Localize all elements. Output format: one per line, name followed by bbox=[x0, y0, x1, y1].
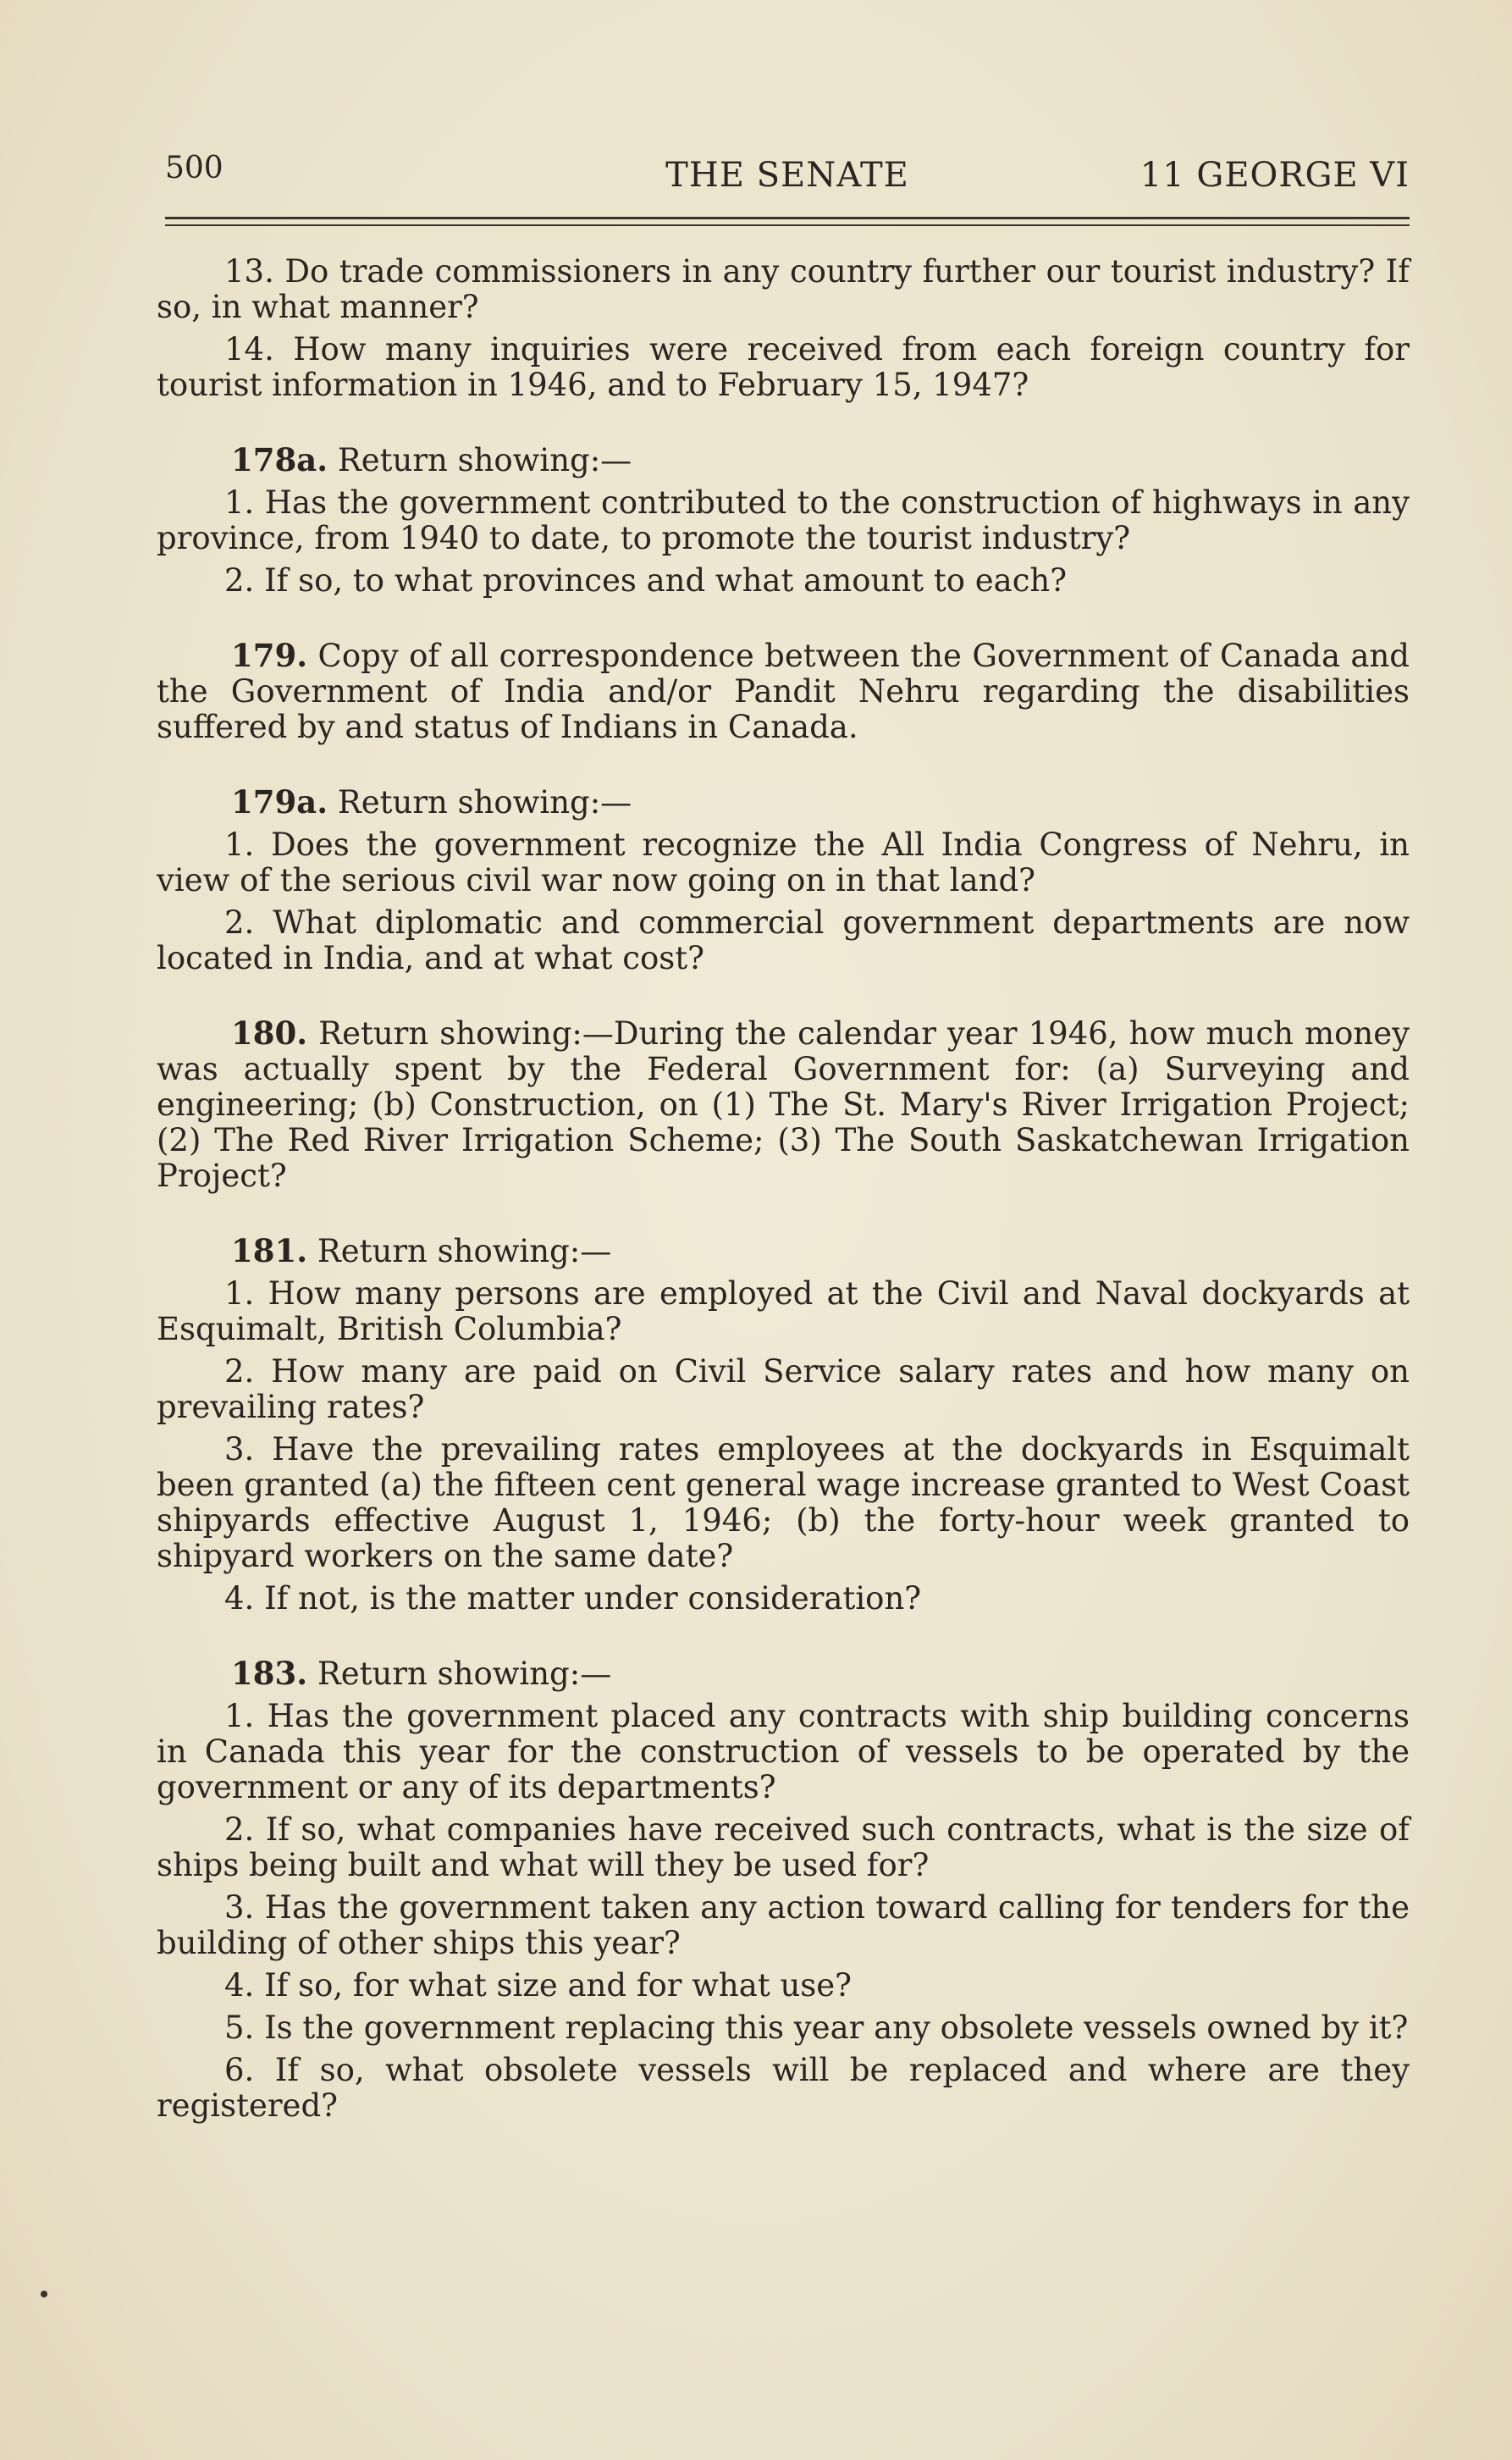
section-179a-heading bbox=[157, 784, 1410, 821]
section-text: Return showing:— bbox=[337, 442, 632, 478]
section-number: 180. bbox=[231, 1014, 308, 1052]
s178a-question-1: 1. Has the government contributed to the construction of highways in any province, from 1940 to date, to promote the tourist industry? bbox=[157, 484, 1410, 556]
section-183-heading bbox=[157, 1656, 1410, 1692]
header-rule-top bbox=[165, 217, 1410, 219]
s183-question-1: 1. Has the government placed any contracts with ship building concerns in Canada this year for the construction of vessels to be operated by the government or any of its departments? bbox=[157, 1698, 1410, 1805]
s181-question-4: 4. If not, is the matter under consideration? bbox=[224, 1580, 922, 1617]
section-number: 178a. bbox=[231, 441, 328, 478]
section-178a-heading bbox=[157, 442, 1410, 478]
s181-question-3: 3. Have the prevailing rates employees at the dockyards in Esquimalt been granted (a) the fifteen cent general wage increase granted to West Coast shipyards effective August 1, 1946; (b) the forty-hour week granted to shipyard workers on the same date? bbox=[157, 1431, 1410, 1574]
s183-question-3: 3. Has the government taken any action toward calling for tenders for the building of other ships this year? bbox=[157, 1889, 1410, 1961]
section-text: Return showing:— bbox=[317, 1233, 612, 1269]
section-180-paragraph bbox=[157, 1015, 1410, 1194]
section-text: Return showing:— bbox=[337, 784, 632, 821]
section-number: 183. bbox=[231, 1655, 308, 1692]
section-179-paragraph bbox=[157, 638, 1410, 745]
s183-question-2: 2. If so, what companies have received such contracts, what is the size of ships being built and what will they be used for? bbox=[157, 1811, 1410, 1883]
section-text: Return showing:—During the calendar year 1946, how much money was actually spent by the Federal Government for: (a) Surveying and engineering; (b) Construction, on (1) The St. Mary's River Irrigation Project; (2) The Red River Irrigation Scheme; (3) The South Saskatchewan Irrigation Project? bbox=[157, 1015, 1410, 1194]
section-number: 181. bbox=[231, 1232, 308, 1269]
s183-question-4: 4. If so, for what size and for what use? bbox=[224, 1967, 852, 2004]
question-13: 13. Do trade commissioners in any country further our tourist industry? If so, in what manner? bbox=[157, 253, 1410, 325]
session-label: 11 GEORGE VI bbox=[1140, 156, 1410, 195]
page-body bbox=[157, 254, 1410, 2124]
s183-question-5: 5. Is the government replacing this year any obsolete vessels owned by it? bbox=[224, 2009, 1409, 2046]
s179a-question-1: 1. Does the government recognize the All India Congress of Nehru, in view of the serious civil war now going on in that land? bbox=[157, 826, 1410, 898]
s181-question-1: 1. How many persons are employed at the Civil and Naval dockyards at Esquimalt, British Columbia? bbox=[157, 1275, 1410, 1347]
section-number: 179a. bbox=[231, 783, 328, 821]
s181-question-2: 2. How many are paid on Civil Service salary rates and how many on prevailing rates? bbox=[157, 1353, 1410, 1425]
page-number: 500 bbox=[165, 151, 223, 185]
ink-speck bbox=[41, 2291, 47, 2297]
s178a-question-2: 2. If so, to what provinces and what amount to each? bbox=[224, 562, 1068, 599]
running-title: THE SENATE bbox=[665, 156, 909, 195]
section-181-heading bbox=[157, 1233, 1410, 1269]
section-text: Return showing:— bbox=[317, 1656, 612, 1692]
page-header bbox=[165, 151, 1410, 202]
section-text: Copy of all correspondence between the Government of Canada and the Government of India and/or Pandit Nehru regarding the disabilities suffered by and status of Indians in Canada. bbox=[157, 638, 1410, 745]
header-rule-bottom bbox=[165, 224, 1410, 226]
section-number: 179. bbox=[231, 637, 308, 674]
question-14: 14. How many inquiries were received from each foreign country for tourist information in 1946, and to February 15, 1947? bbox=[157, 331, 1410, 403]
s183-question-6: 6. If so, what obsolete vessels will be replaced and where are they registered? bbox=[157, 2052, 1410, 2124]
s179a-question-2: 2. What diplomatic and commercial government departments are now located in India, and at what cost? bbox=[157, 904, 1410, 976]
